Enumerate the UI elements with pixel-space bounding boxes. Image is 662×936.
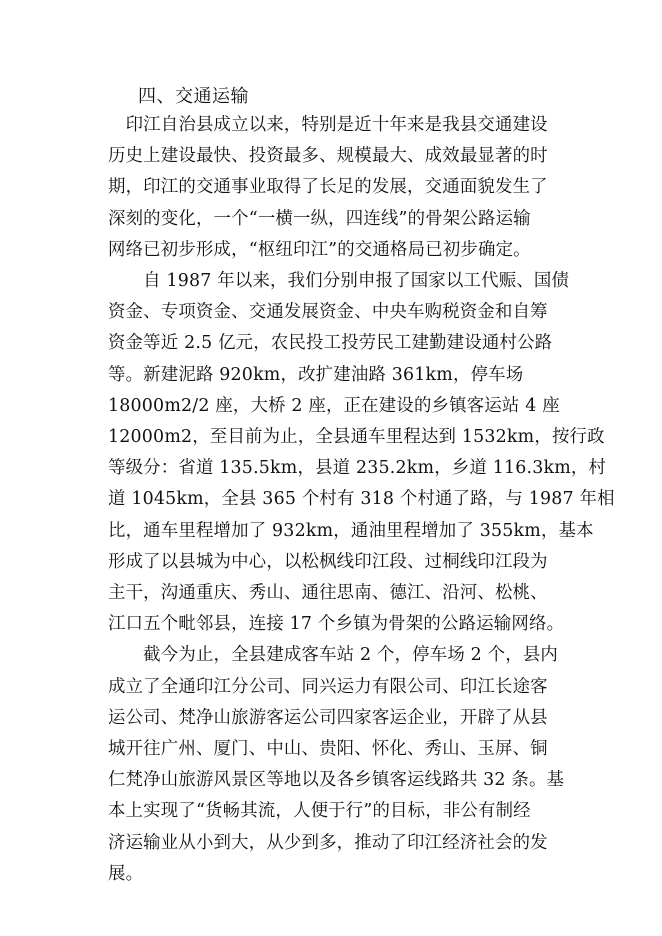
text-line: 济运输业从小到大，从少到多，推动了印江经济社会的发 <box>108 832 548 853</box>
text-line: 资金等近 2.5 亿元，农民投工投劳民工建勤建设通村公路 <box>108 333 553 354</box>
text-line: 江口五个毗邻县，连接 17 个乡镇为骨架的公路运输网络。 <box>108 614 565 635</box>
paragraph-passenger-transport <box>108 640 565 890</box>
text-line: 截今为止，全县建成客车站 2 个，停车场 2 个，县内 <box>108 645 559 666</box>
document-body <box>108 110 615 890</box>
section-heading: 四、交通运输 <box>138 86 249 107</box>
text-line: 成立了全通印江分公司、同兴运力有限公司、印江长途客 <box>108 676 548 697</box>
text-line: 18000m2/2 座，大桥 2 座，正在建设的乡镇客运站 4 座 <box>108 395 560 416</box>
text-line: 展。 <box>108 863 144 884</box>
paragraph-road-construction <box>108 266 615 640</box>
text-line: 12000m2，至目前为止，全县通车里程达到 1532km，按行政 <box>108 427 605 448</box>
text-line: 资金、专项资金、交通发展资金、中央车购税资金和自筹 <box>108 302 548 323</box>
text-line: 仁梵净山旅游风景区等地以及各乡镇客运线路共 32 条。基 <box>108 770 565 791</box>
paragraph-overview <box>108 110 548 266</box>
text-line: 道 1045km，全县 365 个村有 318 个村通了路，与 1987 年相 <box>108 489 615 510</box>
text-line: 城开往广州、厦门、中山、贵阳、怀化、秀山、玉屏、铜 <box>108 739 548 760</box>
text-line: 主干，沟通重庆、秀山、通往思南、德江、沿河、松桃、 <box>108 583 548 604</box>
text-line: 形成了以县城为中心，以松枫线印江段、过桐线印江段为 <box>108 551 548 572</box>
text-line: 本上实现了“货畅其流，人便于行”的目标，非公有制经 <box>108 801 531 822</box>
text-line: 印江自治县成立以来，特别是近十年来是我县交通建设 <box>108 115 548 135</box>
text-line: 比，通车里程增加了 932km，通油里程增加了 355km，基本 <box>108 520 594 541</box>
text-line: 网络已初步形成，“枢纽印江”的交通格局已初步确定。 <box>108 239 531 260</box>
text-line: 期，印江的交通事业取得了长足的发展，交通面貌发生了 <box>108 177 548 198</box>
text-line: 等级分：省道 135.5km，县道 235.2km，乡道 116.3km，村 <box>108 458 607 479</box>
text-line: 历史上建设最快、投资最多、规模最大、成效最显著的时 <box>108 146 548 167</box>
text-line: 运公司、梵净山旅游客运公司四家客运企业，开辟了从县 <box>108 707 548 728</box>
text-line: 等。新建泥路 920km，改扩建油路 361km，停车场 <box>108 364 524 385</box>
text-line: 自 1987 年以来，我们分别申报了国家以工代赈、国债 <box>108 271 570 292</box>
text-line: 深刻的变化，一个“一横一纵，四连线”的骨架公路运输 <box>108 208 531 229</box>
